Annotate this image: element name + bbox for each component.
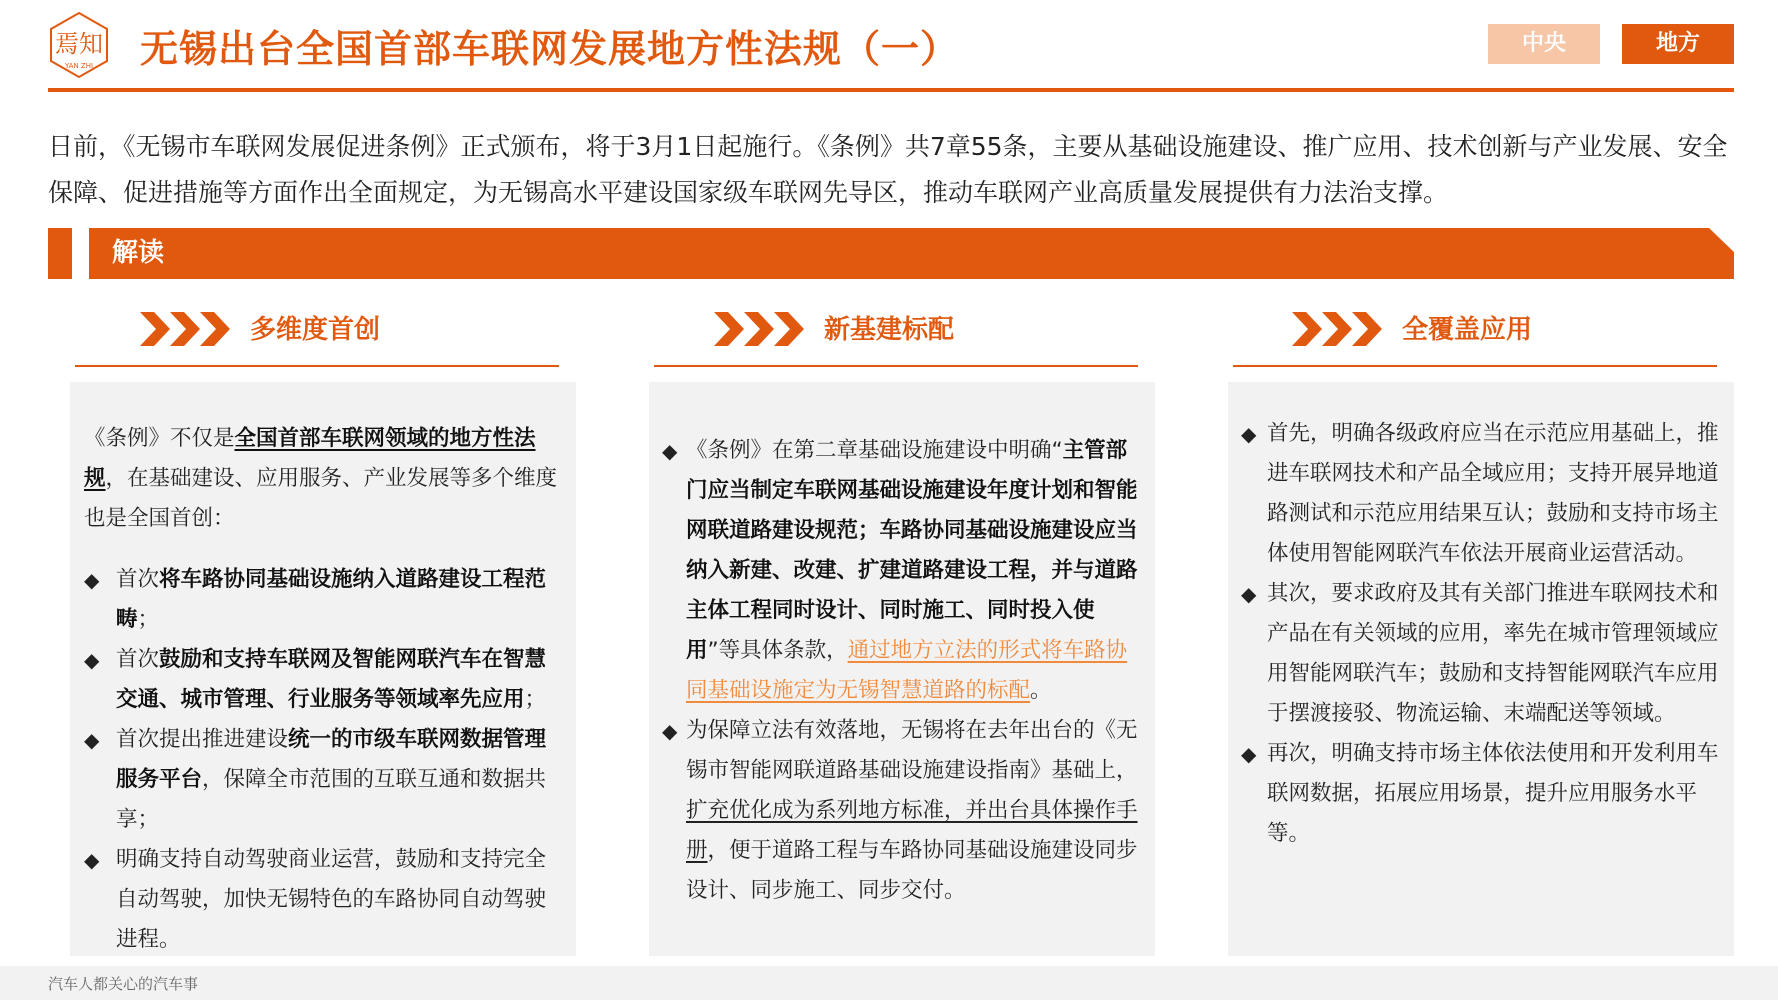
- col2-content: [662, 431, 1140, 911]
- tab-central[interactable]: 中央: [1488, 24, 1600, 64]
- diamond-bullet-icon: ◆: [662, 719, 678, 743]
- tab-local[interactable]: 地方: [1622, 24, 1734, 64]
- list-item: ◆ 首次提出推进建设统一的市级车联网数据管理服务平台，保障全市范围的互联互通和数据共享；: [84, 720, 562, 840]
- list-item: ◆ 首先，明确各级政府应当在示范应用基础上，推进车联网技术和产品全域应用；支持开展异地道路测试和示范应用结果互认；鼓励和支持市场主体使用智能网联汽车依法开展商业运营活动。: [1241, 414, 1719, 574]
- footer-text: 汽车人都关心的汽车事: [48, 975, 199, 993]
- intro-paragraph: 日前，《无锡市车联网发展促进条例》正式颁布，将于3月1日起施行。《条例》共7章55条，主要从基础设施建设、推广应用、技术创新与产业发展、安全保障、促进措施等方面作出全面规定，为无锡高水平建设国家级车联网先导区，推动车联网产业高质量发展提供有力法治支撑。: [48, 132, 1728, 207]
- diamond-bullet-icon: ◆: [1241, 422, 1257, 446]
- logo-sub: YAN ZHI: [64, 62, 94, 70]
- diamond-bullet-icon: ◆: [662, 439, 678, 463]
- triple-chevron-icon: [140, 310, 232, 348]
- triple-chevron-icon: [1292, 310, 1384, 348]
- diamond-bullet-icon: ◆: [84, 848, 100, 872]
- yanzhi-logo: [44, 10, 114, 80]
- diamond-bullet-icon: ◆: [84, 728, 100, 752]
- list-item: ◆ 其次，要求政府及其有关部门推进车联网技术和产品在有关领域的应用，率先在城市管理领域应用智能网联汽车；鼓励和支持智能网联汽车应用于摆渡接驳、物流运输、末端配送等领域。: [1241, 574, 1719, 734]
- list-item: ◆ 明确支持自动驾驶商业运营，鼓励和支持完全自动驾驶，加快无锡特色的车路协同自动驾驶进程。: [84, 840, 562, 960]
- col1-content: [84, 397, 562, 960]
- page-title: 无锡出台全国首部车联网发展地方性法规（一）: [140, 27, 960, 71]
- col3-content: [1241, 414, 1719, 854]
- footer: [0, 966, 1778, 1000]
- section-bar: [89, 228, 1734, 279]
- section-bar-label: 解读: [112, 238, 165, 268]
- header-divider: [48, 88, 1734, 92]
- diamond-bullet-icon: ◆: [1241, 742, 1257, 766]
- diamond-bullet-icon: ◆: [1241, 582, 1257, 606]
- col1-lead: 《条例》不仅是全国首部车联网领域的地方性法规，在基础建设、应用服务、产业发展等多个维度也是全国首创：: [84, 425, 558, 531]
- diamond-bullet-icon: ◆: [84, 568, 100, 592]
- col2-underline: [654, 365, 1138, 367]
- list-item: ◆ 再次，明确支持市场主体依法使用和开发利用车联网数据，拓展应用场景，提升应用服务水平等。: [1241, 734, 1719, 854]
- diamond-bullet-icon: ◆: [84, 648, 100, 672]
- highlight-link[interactable]: 通过地方立法的形式将车路协同基础设施定为无锡智慧道路的标配: [686, 638, 1128, 703]
- section-bar-tab: [48, 228, 72, 279]
- list-item: ◆ 首次鼓励和支持车联网及智能网联汽车在智慧交通、城市管理、行业服务等领域率先应用；: [84, 640, 562, 720]
- col1-underline: [75, 365, 559, 367]
- list-item: ◆ 为保障立法有效落地，无锡将在去年出台的《无锡市智能网联道路基础设施建设指南》基础上，扩充优化成为系列地方标准，并出台具体操作手册，便于道路工程与车路协同基础设施建设同步设计、同步施工、同步交付。: [662, 711, 1140, 911]
- col3-title: 全覆盖应用: [1402, 315, 1533, 345]
- list-item: ◆ 首次将车路协同基础设施纳入道路建设工程范畴；: [84, 560, 562, 640]
- col3-underline: [1233, 365, 1717, 367]
- logo-text: 焉知: [55, 30, 103, 58]
- list-item: ◆ 《条例》在第二章基础设施建设中明确“主管部门应当制定车联网基础设施建设年度计划和智能网联道路建设规范；车路协同基础设施建设应当纳入新建、改建、扩建道路建设工程，并与道路主体工程同时设计、同时施工、同时投入使用”等具体条款，通过地方立法的形式将车路协同基础设施定为无锡智慧道路的标配。: [662, 431, 1140, 711]
- col2-title: 新基建标配: [824, 315, 955, 345]
- col1-title: 多维度首创: [250, 315, 381, 345]
- triple-chevron-icon: [714, 310, 806, 348]
